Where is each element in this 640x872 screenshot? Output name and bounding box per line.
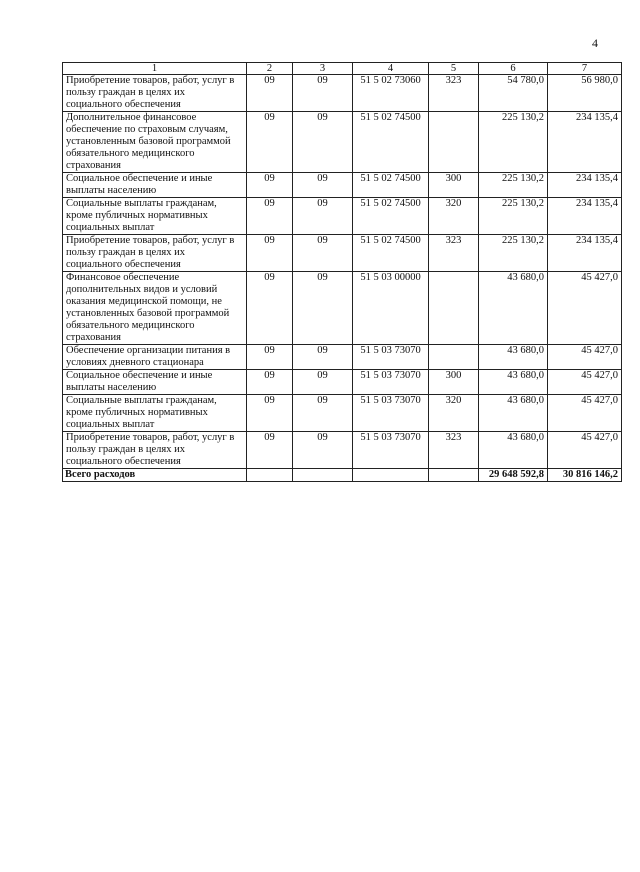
empty-cell — [353, 469, 429, 482]
amount-year-1: 225 130,2 — [479, 173, 548, 198]
expense-type: 300 — [429, 173, 479, 198]
row-name: Приобретение товаров, работ, услуг в пользу граждан в целях их социального обеспечения — [63, 75, 247, 112]
empty-cell — [429, 469, 479, 482]
col-header-4: 4 — [353, 63, 429, 75]
subsection-code: 09 — [293, 173, 353, 198]
table-row — [63, 235, 622, 272]
target-article: 51 5 03 73070 — [353, 432, 429, 469]
expense-type: 323 — [429, 235, 479, 272]
target-article: 51 5 03 73070 — [353, 395, 429, 432]
table-row — [63, 345, 622, 370]
table-row — [63, 75, 622, 112]
col-header-2: 2 — [247, 63, 293, 75]
expense-type — [429, 272, 479, 345]
amount-year-1: 43 680,0 — [479, 370, 548, 395]
row-name: Приобретение товаров, работ, услуг в пользу граждан в целях их социального обеспечения — [63, 235, 247, 272]
total-row — [63, 469, 622, 482]
expense-type: 323 — [429, 75, 479, 112]
target-article: 51 5 02 74500 — [353, 112, 429, 173]
subsection-code: 09 — [293, 370, 353, 395]
section-code: 09 — [247, 173, 293, 198]
amount-year-1: 54 780,0 — [479, 75, 548, 112]
row-name: Обеспечение организации питания в условиях дневного стационара — [63, 345, 247, 370]
subsection-code: 09 — [293, 432, 353, 469]
amount-year-2: 56 980,0 — [548, 75, 622, 112]
amount-year-1: 43 680,0 — [479, 272, 548, 345]
amount-year-1: 225 130,2 — [479, 198, 548, 235]
row-name: Социальное обеспечение и иные выплаты населению — [63, 370, 247, 395]
amount-year-2: 234 135,4 — [548, 198, 622, 235]
amount-year-2: 45 427,0 — [548, 432, 622, 469]
total-label: Всего расходов — [63, 469, 247, 482]
section-code: 09 — [247, 345, 293, 370]
amount-year-2: 234 135,4 — [548, 235, 622, 272]
row-name: Социальное обеспечение и иные выплаты населению — [63, 173, 247, 198]
table-row — [63, 432, 622, 469]
row-name: Социальные выплаты гражданам, кроме публичных нормативных социальных выплат — [63, 395, 247, 432]
amount-year-1: 43 680,0 — [479, 395, 548, 432]
row-name: Дополнительное финансовое обеспечение по страховым случаям, установленным базовой программой обязательного медицинского страхования — [63, 112, 247, 173]
section-code: 09 — [247, 75, 293, 112]
subsection-code: 09 — [293, 112, 353, 173]
amount-year-1: 43 680,0 — [479, 432, 548, 469]
table-row — [63, 173, 622, 198]
subsection-code: 09 — [293, 395, 353, 432]
section-code: 09 — [247, 370, 293, 395]
subsection-code: 09 — [293, 75, 353, 112]
col-header-6: 6 — [479, 63, 548, 75]
amount-year-2: 45 427,0 — [548, 370, 622, 395]
expense-type: 323 — [429, 432, 479, 469]
row-name: Приобретение товаров, работ, услуг в пользу граждан в целях их социального обеспечения — [63, 432, 247, 469]
col-header-7: 7 — [548, 63, 622, 75]
section-code: 09 — [247, 112, 293, 173]
budget-table — [62, 62, 622, 482]
table-row — [63, 370, 622, 395]
subsection-code: 09 — [293, 235, 353, 272]
table-row — [63, 272, 622, 345]
section-code: 09 — [247, 395, 293, 432]
target-article: 51 5 02 74500 — [353, 198, 429, 235]
subsection-code: 09 — [293, 345, 353, 370]
row-name: Социальные выплаты гражданам, кроме публичных нормативных социальных выплат — [63, 198, 247, 235]
empty-cell — [293, 469, 353, 482]
section-code: 09 — [247, 235, 293, 272]
table-row — [63, 395, 622, 432]
col-header-5: 5 — [429, 63, 479, 75]
target-article: 51 5 03 00000 — [353, 272, 429, 345]
amount-year-1: 225 130,2 — [479, 235, 548, 272]
target-article: 51 5 03 73070 — [353, 370, 429, 395]
section-code: 09 — [247, 198, 293, 235]
expense-type: 320 — [429, 198, 479, 235]
total-year-1: 29 648 592,8 — [479, 469, 548, 482]
subsection-code: 09 — [293, 198, 353, 235]
amount-year-2: 234 135,4 — [548, 112, 622, 173]
target-article: 51 5 02 74500 — [353, 235, 429, 272]
amount-year-1: 43 680,0 — [479, 345, 548, 370]
amount-year-2: 45 427,0 — [548, 395, 622, 432]
expense-type: 300 — [429, 370, 479, 395]
section-code: 09 — [247, 272, 293, 345]
expense-type — [429, 345, 479, 370]
total-year-2: 30 816 146,2 — [548, 469, 622, 482]
amount-year-1: 225 130,2 — [479, 112, 548, 173]
expense-type — [429, 112, 479, 173]
subsection-code: 09 — [293, 272, 353, 345]
target-article: 51 5 02 74500 — [353, 173, 429, 198]
section-code: 09 — [247, 432, 293, 469]
amount-year-2: 45 427,0 — [548, 345, 622, 370]
target-article: 51 5 02 73060 — [353, 75, 429, 112]
empty-cell — [247, 469, 293, 482]
amount-year-2: 45 427,0 — [548, 272, 622, 345]
amount-year-2: 234 135,4 — [548, 173, 622, 198]
col-header-3: 3 — [293, 63, 353, 75]
table-row — [63, 198, 622, 235]
expense-type: 320 — [429, 395, 479, 432]
page-number: 4 — [592, 36, 598, 50]
header-row — [63, 63, 622, 75]
table-row — [63, 112, 622, 173]
col-header-1: 1 — [63, 63, 247, 75]
row-name: Финансовое обеспечение дополнительных видов и условий оказания медицинской помощи, не установленных базовой программой обязательного медицинского страхования — [63, 272, 247, 345]
target-article: 51 5 03 73070 — [353, 345, 429, 370]
